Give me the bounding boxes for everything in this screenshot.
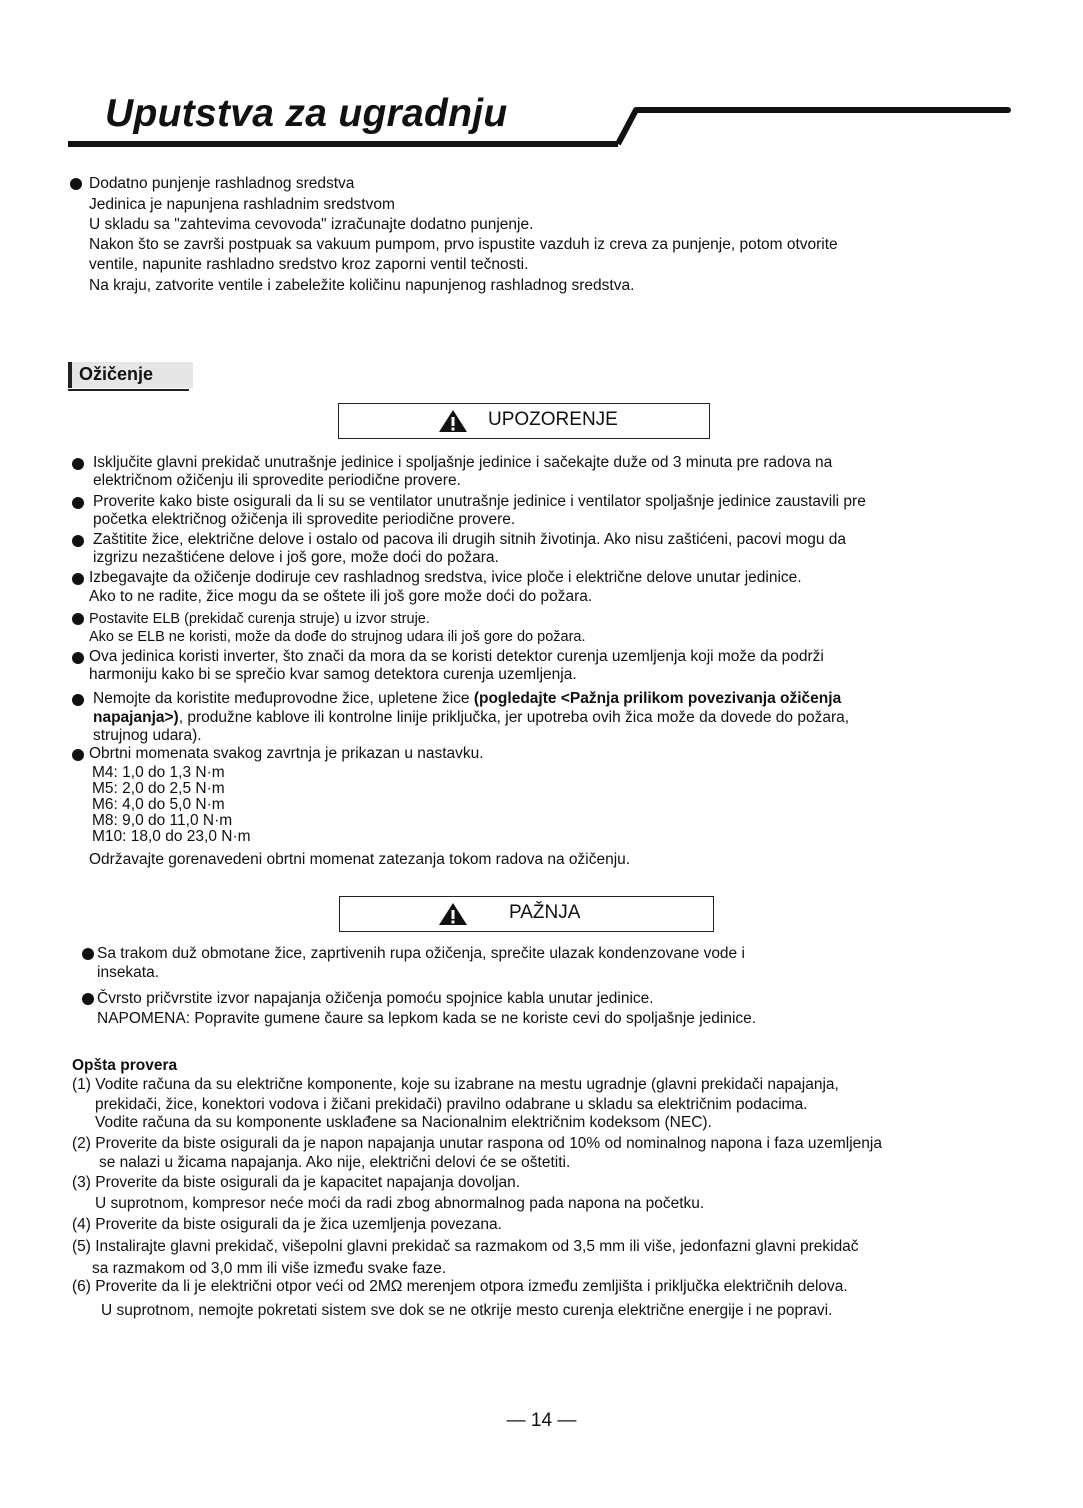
torque-intro: Obrtni momenata svakog zavrtnja je prikazan u nastavku. <box>89 745 484 762</box>
caution-item: NAPOMENA: Popravite gumene čaure sa lepkom kada se ne koriste cevi do spoljašnje jedinice. <box>97 1010 757 1027</box>
warning-icon <box>438 902 468 926</box>
refrigerant-line: Jedinica je napunjena rashladnim sredstvom <box>89 196 395 213</box>
general-line: sa razmakom od 3,0 mm ili više između svake faze. <box>92 1260 447 1277</box>
warning-item: harmoniju kako bi se sprečio kvar samog detektora curenja uzemljenja. <box>89 666 577 683</box>
bullet-icon <box>72 613 84 625</box>
warning-item: Nemojte da koristite međuprovodne žice, upletene žice (pogledajte <Pažnja prilikom povezivanja ožičenja <box>93 690 842 707</box>
bullet-icon <box>82 993 94 1005</box>
caution-label: PAŽNJA <box>509 902 581 923</box>
bullet-icon <box>72 535 84 547</box>
bullet-icon <box>72 749 84 761</box>
caution-item: Sa trakom duž obmotane žice, zaprtivenih rupa ožičenja, sprečite ulazak kondenzovane vode i <box>97 945 745 962</box>
torque-value: M4: 1,0 do 1,3 N·m <box>92 764 225 781</box>
warning-item: Ova jedinica koristi inverter, što znači da mora da se koristi detektor curenja uzemljenja koji može da podrži <box>89 648 824 665</box>
warning-item: Isključite glavni prekidač unutrašnje jedinice i spoljašnje jedinice i sačekajte duže od 3 minuta pre radova na <box>93 454 833 471</box>
torque-value: M6: 4,0 do 5,0 N·m <box>92 796 225 813</box>
header-rule <box>0 0 1083 160</box>
general-line: (2) Proverite da biste osigurali da je napon napajanja unutar raspona od 10% od nominalnog napona i faza uzemljenja <box>72 1135 882 1152</box>
general-line: (6) Proverite da li je električni otpor veći od 2MΩ merenjem otpora između zemljišta i priključka električnih delova. <box>72 1278 848 1295</box>
general-line: (4) Proverite da biste osigurali da je žica uzemljenja povezana. <box>72 1216 502 1233</box>
bullet-icon <box>72 573 84 585</box>
general-line: prekidači, žice, konektori vodova i žičani prekidači) pravilno odabrane u skladu sa električnim podacima. <box>95 1096 808 1113</box>
torque-value: M10: 18,0 do 23,0 N·m <box>92 828 251 845</box>
torque-value: M5: 2,0 do 2,5 N·m <box>92 780 225 797</box>
bullet-icon <box>70 178 82 190</box>
warning-item: strujnog udara). <box>93 727 202 744</box>
warning-item: Ako se ELB ne koristi, može da dođe do strujnog udara ili još gore do požara. <box>89 629 586 645</box>
general-title: Opšta provera <box>72 1057 178 1074</box>
general-line: (5) Instalirajte glavni prekidač, višepolni glavni prekidač sa razmakom od 3,5 mm ili više, jedonfazni glavni prekidač <box>72 1238 859 1255</box>
section-title: Ožičenje <box>79 364 154 384</box>
caution-item: Čvrsto pričvrstite izvor napajanja ožičenja pomoću spojnice kabla unutar jedinice. <box>97 990 654 1007</box>
warning-label: UPOZORENJE <box>488 409 618 430</box>
bullet-icon <box>72 458 84 470</box>
refrigerant-line: ventile, napunite rashladno sredstvo kroz zaporni ventil tečnosti. <box>89 256 529 273</box>
general-line: U suprotnom, kompresor neće moći da radi zbog abnormalnog pada napona na početku. <box>95 1195 705 1212</box>
section-underline <box>68 389 189 391</box>
warning-item: električnom ožičenju ili sprovedite periodične provere. <box>93 472 461 489</box>
bullet-icon <box>72 694 84 706</box>
bullet-icon <box>72 652 84 664</box>
bullet-icon <box>72 497 84 509</box>
general-line: (3) Proverite da biste osigurali da je kapacitet napajanja dovoljan. <box>72 1174 521 1191</box>
warning-item: napajanja>), produžne kablove ili kontrolne linije priključka, jer upotreba ovih žica može da dovede do požara, <box>93 709 850 726</box>
warning-icon <box>438 409 468 433</box>
page-number: — 14 — <box>506 1410 577 1431</box>
warning-item: Ako to ne radite, žice mogu da se oštete ili još gore može doći do požara. <box>89 588 593 605</box>
warning-item: Proverite kako biste osigurali da li su se ventilator unutrašnje jedinice i ventilator spoljašnje jedinice zaustavili pre <box>93 493 866 510</box>
bullet-icon <box>82 948 94 960</box>
page-title: Uputstva za ugradnju <box>105 92 508 135</box>
warning-item: Izbegavajte da ožičenje dodiruje cev rashladnog sredstva, ivice ploče i električne delove unutar jedinice. <box>89 569 802 586</box>
warning-item: izgrizu nezaštićene delove i još gore, može doći do požara. <box>93 549 499 566</box>
refrigerant-line: Nakon što se završi postpuak sa vakuum pumpom, prvo ispustite vazduh iz creva za punjenje, potom otvorite <box>89 236 838 253</box>
warning-item: Postavite ELB (prekidač curenja struje) u izvor struje. <box>89 611 430 627</box>
warning-item: Zaštitite žice, električne delove i ostalo od pacova ili drugih sitnih životinja. Ako nisu zaštićeni, pacovi mogu da <box>93 531 847 548</box>
torque-note: Održavajte gorenavedeni obrtni momenat zatezanja tokom radova na ožičenju. <box>89 851 631 868</box>
refrigerant-line: Na kraju, zatvorite ventile i zabeležite količinu napunjenog rashladnog sredstva. <box>89 277 635 294</box>
general-line: Vodite računa da su komponente usklađene sa Nacionalnim električnim kodeksom (NEC). <box>95 1114 712 1131</box>
torque-value: M8: 9,0 do 11,0 N·m <box>92 812 233 829</box>
general-line: U suprotnom, nemojte pokretati sistem sve dok se ne otkrije mesto curenja električne energije i ne popravi. <box>101 1302 833 1319</box>
refrigerant-line: U skladu sa "zahtevima cevovoda" izračunajte dodatno punjenje. <box>89 216 534 233</box>
general-line: se nalazi u žicama napajanja. Ako nije, električni delovi će se oštetiti. <box>99 1154 571 1171</box>
warning-item: početka električnog ožičenja ili sprovedite periodične provere. <box>93 511 516 528</box>
caution-item: insekata. <box>97 964 160 981</box>
refrigerant-heading: Dodatno punjenje rashladnog sredstva <box>89 175 355 192</box>
general-line: (1) Vodite računa da su električne komponente, koje su izabrane na mestu ugradnje (glavni prekidači napajanja, <box>72 1076 839 1093</box>
